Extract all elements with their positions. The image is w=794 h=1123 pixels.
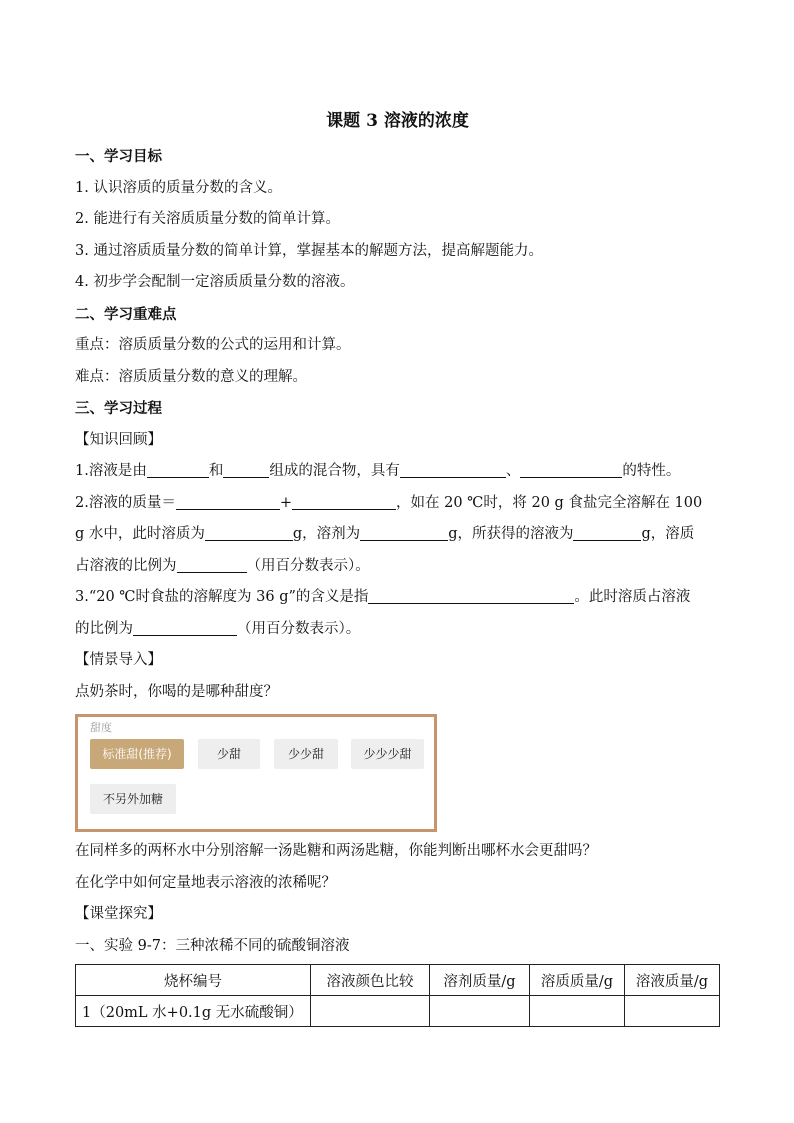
table-header-cell: 溶剂质量/g: [430, 965, 530, 996]
difficulty-text: 难点：溶质质量分数的意义的理解。: [75, 368, 307, 385]
table-header-cell: 溶质质量/g: [530, 965, 625, 996]
scene-text-1: 在同样多的两杯水中分别溶解一汤匙糖和两汤匙糖，你能判断出哪杯水会更甜吗？: [75, 843, 597, 859]
goal-item-2: 2. 能进行有关溶质质量分数的简单计算。: [75, 211, 340, 227]
table-header-cell: 溶液质量/g: [625, 965, 720, 996]
q2-text-e: g，溶剂为: [292, 526, 361, 542]
goal-item-4: 4. 初步学会配制一定溶质质量分数的溶液。: [75, 274, 355, 290]
q1-blank-4[interactable]: [520, 461, 622, 478]
sweetness-label: 甜度: [90, 721, 112, 734]
q3-text-b: 。此时溶质占溶液: [574, 589, 691, 605]
q3-text-c: 的比例为: [75, 620, 133, 637]
question-2-line-1: [75, 488, 720, 520]
q2-blank-1[interactable]: [176, 493, 280, 510]
q3-text-a: 3.“20 ℃时食盐的溶解度为 36 g”的含义是指: [75, 589, 369, 605]
experiment-title: 一、实验 9-7：三种浓稀不同的硫酸铜溶液: [75, 937, 350, 954]
table-row: [76, 996, 720, 1027]
section-heading-process: 三、学习过程: [75, 400, 162, 417]
q2-blank-6[interactable]: [177, 556, 247, 573]
table-header-cell: 溶液颜色比较: [311, 965, 430, 996]
q1-text-d: 、: [505, 463, 521, 479]
sweetness-option-least[interactable]: 少少少甜: [351, 739, 424, 769]
sweetness-option-no-sugar[interactable]: 不另外加糖: [90, 784, 176, 814]
table-cell[interactable]: [311, 996, 430, 1027]
q3-text-d: （用百分数表示）。: [237, 620, 361, 637]
scene-heading: 【情景导入】: [75, 652, 162, 668]
q2-text-a: 2.溶液的质量＝: [75, 494, 176, 511]
question-3-line-1: [75, 582, 720, 614]
table-header-row: [76, 965, 720, 996]
question-1: [75, 456, 720, 488]
q2-blank-4[interactable]: [360, 524, 448, 541]
explore-heading: 【课堂探究】: [75, 906, 162, 922]
q1-text-e: 的特性。: [622, 463, 681, 479]
sweetness-selector-image: [75, 714, 437, 832]
section-heading-key-points: 二、学习重难点: [75, 305, 177, 323]
q3-blank-1[interactable]: [368, 587, 574, 604]
q2-blank-2[interactable]: [292, 493, 396, 510]
page-title: 课题 3 溶液的浓度: [326, 111, 469, 131]
table-cell[interactable]: [430, 996, 530, 1027]
q1-text-c: 组成的混合物，具有: [269, 463, 400, 479]
goal-item-3: 3. 通过溶质质量分数的简单计算，掌握基本的解题方法，提高解题能力。: [75, 242, 543, 259]
q2-text-b: +: [279, 494, 292, 511]
table-cell: 1（20mL 水+0.1g 无水硫酸铜）: [76, 996, 311, 1027]
table-cell[interactable]: [530, 996, 625, 1027]
q2-blank-3[interactable]: [205, 524, 293, 541]
question-2-line-3: [75, 551, 720, 583]
q2-text-i: （用百分数表示）。: [246, 557, 370, 574]
section-heading-goals: 一、学习目标: [75, 148, 162, 165]
sweetness-option-less[interactable]: 少甜: [198, 739, 260, 769]
experiment-table: [75, 964, 720, 1027]
review-heading: 【知识回顾】: [75, 431, 162, 448]
q2-text-d: g 水中，此时溶质为: [75, 526, 205, 542]
table-header-cell: 烧杯编号: [76, 965, 311, 996]
q2-text-f: g，所获得的溶液为: [448, 526, 574, 542]
sweetness-option-less-less[interactable]: 少少甜: [274, 739, 338, 769]
question-2-line-2: [75, 519, 720, 551]
goal-item-1: 1. 认识溶质的质量分数的含义。: [75, 179, 282, 196]
q2-text-c: ，如在 20 ℃时，将 20 g 食盐完全溶解在 100: [396, 494, 703, 511]
scene-text-2: 在化学中如何定量地表示溶液的浓稀呢？: [75, 874, 336, 891]
key-point-text: 重点：溶质质量分数的公式的运用和计算。: [75, 337, 351, 353]
document-page: [75, 100, 720, 1027]
q1-blank-1[interactable]: [147, 461, 209, 478]
q3-blank-2[interactable]: [133, 619, 237, 636]
q2-text-h: 占溶液的比例为: [75, 557, 177, 574]
q1-blank-2[interactable]: [223, 461, 269, 478]
q1-text-b: 和: [208, 463, 224, 479]
question-3-line-2: [75, 614, 720, 646]
q2-blank-5[interactable]: [573, 524, 641, 541]
q1-blank-3[interactable]: [400, 461, 506, 478]
q2-text-g: g，溶质: [641, 526, 695, 542]
q1-text-a: 1.溶液是由: [75, 463, 147, 479]
table-cell[interactable]: [625, 996, 720, 1027]
sweetness-option-standard[interactable]: 标准甜(推荐): [90, 739, 184, 769]
scene-question: 点奶茶时，你喝的是哪种甜度？: [75, 683, 278, 700]
